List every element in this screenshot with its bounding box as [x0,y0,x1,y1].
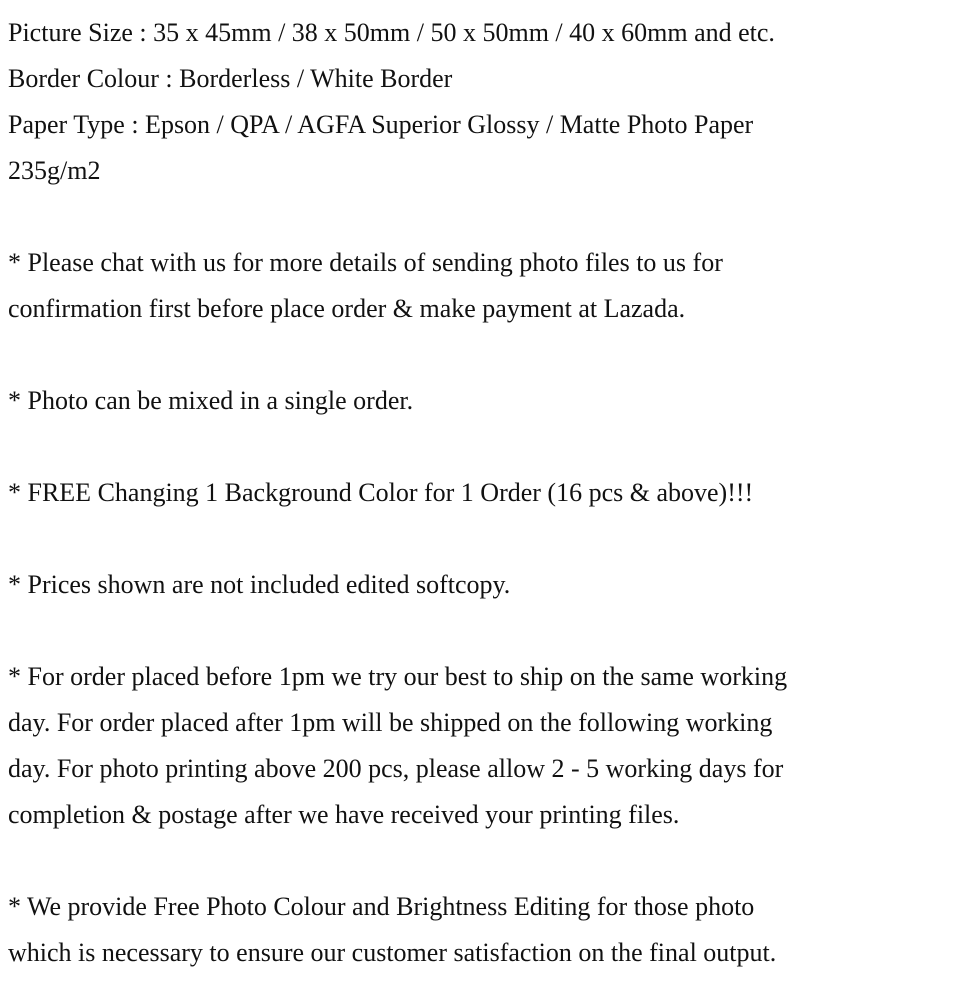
paragraph-gap [8,332,953,378]
chat-note [8,240,953,332]
editing-note-line-1: * We provide Free Photo Colour and Brightness Editing for those photo [8,892,755,921]
paragraph-gap [8,838,953,884]
prices-note [8,562,953,608]
mixed-order-note [8,378,953,424]
shipping-note-line-1: * For order placed before 1pm we try our best to ship on the same working [8,662,788,691]
chat-note-line-2: confirmation first before place order & make payment at Lazada. [8,294,686,323]
paper-type-weight-line: 235g/m2 [8,156,101,185]
shipping-note-line-3: day. For photo printing above 200 pcs, please allow 2 - 5 working days for [8,754,784,783]
editing-note [8,884,953,976]
paragraph-gap [8,516,953,562]
picture-size-line: Picture Size : 35 x 45mm / 38 x 50mm / 50 x 50mm / 40 x 60mm and etc. [8,18,775,47]
paragraph-gap [8,194,953,240]
paragraph-gap [8,608,953,654]
spec-block [8,10,953,194]
shipping-note-line-2: day. For order placed after 1pm will be shipped on the following working [8,708,773,737]
border-colour-line: Border Colour : Borderless / White Border [8,64,453,93]
chat-note-line-1: * Please chat with us for more details of sending photo files to us for [8,248,723,277]
free-background-line: * FREE Changing 1 Background Color for 1 Order (16 pcs & above)!!! [8,478,754,507]
editing-note-line-2: which is necessary to ensure our customer satisfaction on the final output. [8,938,777,967]
paper-type-line: Paper Type : Epson / QPA / AGFA Superior Glossy / Matte Photo Paper [8,110,754,139]
shipping-note [8,654,953,838]
product-description [8,10,953,976]
mixed-order-line: * Photo can be mixed in a single order. [8,386,414,415]
shipping-note-line-4: completion & postage after we have received your printing files. [8,800,680,829]
prices-line: * Prices shown are not included edited softcopy. [8,570,511,599]
free-background-note [8,470,953,516]
paragraph-gap [8,424,953,470]
